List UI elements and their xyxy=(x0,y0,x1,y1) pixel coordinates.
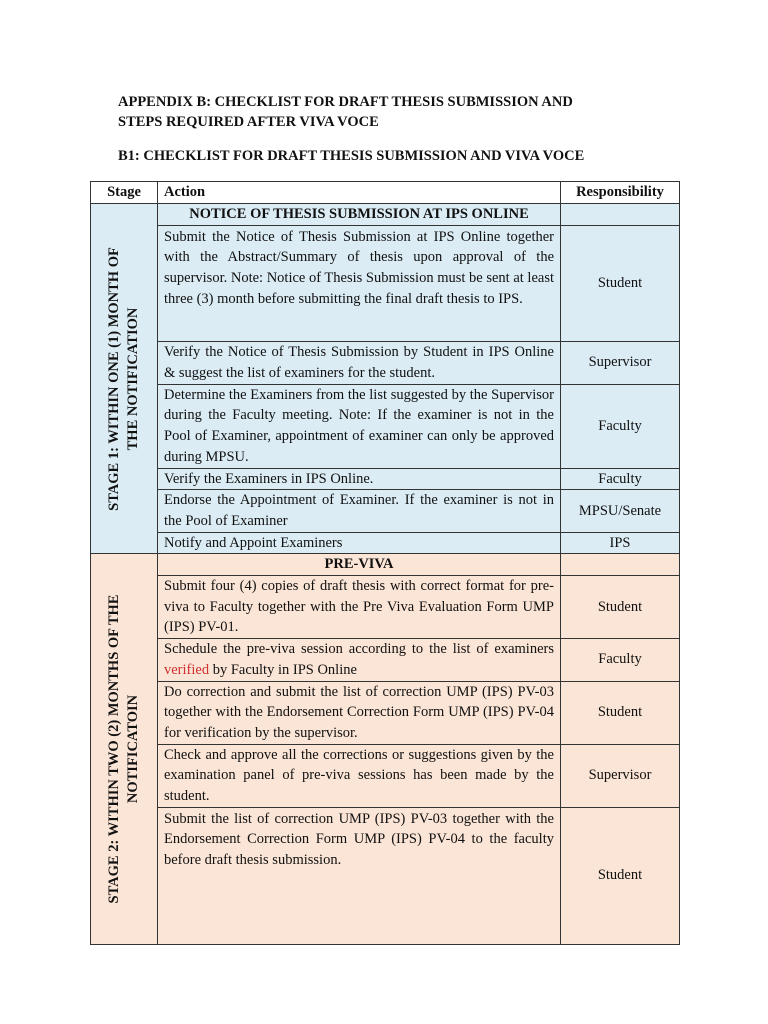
stage1-label-line1: STAGE 1: WITHIN ONE (1) MONTH OF xyxy=(106,246,122,511)
table-header-row xyxy=(91,182,680,204)
action-column-header: Action xyxy=(158,182,561,204)
responsibility-cell: Student xyxy=(561,681,680,744)
table-row xyxy=(91,384,680,468)
action-cell: Submit four (4) copies of draft thesis with correct format for pre-viva to Faculty together with the Pre Viva Evaluation Form UMP (IPS) PV-01. xyxy=(158,576,561,639)
responsibility-cell: Supervisor xyxy=(561,744,680,807)
responsibility-cell: Faculty xyxy=(561,384,680,468)
responsibility-cell: Supervisor xyxy=(561,341,680,384)
stage1-label-cell xyxy=(91,204,158,554)
stage2-label xyxy=(105,554,143,944)
stage1-section-row xyxy=(91,204,680,226)
appendix-title xyxy=(118,92,678,132)
action-cell: Determine the Examiners from the list suggested by the Supervisor during the Faculty meeting. Note: If the examiner is not in the Pool of Examiner, appointment of examiner can only be approved during MPSU. xyxy=(158,384,561,468)
responsibility-cell: Student xyxy=(561,807,680,944)
checklist-table xyxy=(90,181,680,945)
responsibility-cell: Faculty xyxy=(561,639,680,681)
action-cell: Endorse the Appointment of Examiner. If the examiner is not in the Pool of Examiner xyxy=(158,490,561,532)
table-row xyxy=(91,639,680,681)
stage1-label xyxy=(105,214,143,544)
appendix-title-line2: STEPS REQUIRED AFTER VIVA VOCE xyxy=(118,114,379,130)
responsibility-cell: Student xyxy=(561,576,680,639)
table-row xyxy=(91,807,680,944)
table-row xyxy=(91,744,680,807)
action-cell: Do correction and submit the list of correction UMP (IPS) PV-03 together with the Endorsement Correction Form UMP (IPS) PV-04 for verification by the supervisor. xyxy=(158,681,561,744)
appendix-title-line1: APPENDIX B: CHECKLIST FOR DRAFT THESIS SUBMISSION AND xyxy=(118,94,573,110)
action-cell: Check and approve all the corrections or suggestions given by the examination panel of pre-viva sessions has been made by the student. xyxy=(158,744,561,807)
action-cell: Verify the Examiners in IPS Online. xyxy=(158,468,561,490)
stage2-label-line1: STAGE 2: WITHIN TWO (2) MONTHS OF THE xyxy=(106,594,122,904)
stage1-section-title: NOTICE OF THESIS SUBMISSION AT IPS ONLINE xyxy=(158,204,561,226)
stage2-label-line2: NOTIFICATOIN xyxy=(125,694,141,804)
stage2-section-row xyxy=(91,554,680,576)
verified-highlight: verified xyxy=(164,661,210,678)
responsibility-cell: IPS xyxy=(561,532,680,554)
stage2-section-title: PRE-VIVA xyxy=(158,554,561,576)
stage2-label-cell xyxy=(91,554,158,944)
table-row xyxy=(91,225,680,341)
responsibility-column-header: Responsibility xyxy=(561,182,680,204)
section-title: B1: CHECKLIST FOR DRAFT THESIS SUBMISSION AND VIVA VOCE xyxy=(118,148,585,164)
stage1-section-blank xyxy=(561,204,680,226)
table-row xyxy=(91,532,680,554)
responsibility-cell: MPSU/Senate xyxy=(561,490,680,532)
action-cell xyxy=(158,639,561,681)
responsibility-cell: Faculty xyxy=(561,468,680,490)
table-row xyxy=(91,576,680,639)
table-row xyxy=(91,490,680,532)
responsibility-cell: Student xyxy=(561,225,680,341)
action-cell: Submit the Notice of Thesis Submission at IPS Online together with the Abstract/Summary of thesis upon approval of the supervisor. Note: Notice of Thesis Submission must be sent at least three (3) month before submitting the final draft thesis to IPS. xyxy=(158,225,561,341)
action-text: by Faculty in IPS Online xyxy=(209,661,357,678)
action-cell: Notify and Appoint Examiners xyxy=(158,532,561,554)
stage-column-header: Stage xyxy=(91,182,158,204)
stage1-label-line2: THE NOTIFICATION xyxy=(125,307,141,451)
stage2-section-blank xyxy=(561,554,680,576)
table-row xyxy=(91,468,680,490)
action-cell: Submit the list of correction UMP (IPS) PV-03 together with the Endorsement Correction Form UMP (IPS) PV-04 to the faculty before draft thesis submission. xyxy=(158,807,561,944)
table-row xyxy=(91,341,680,384)
action-cell: Verify the Notice of Thesis Submission by Student in IPS Online & suggest the list of examiners for the student. xyxy=(158,341,561,384)
table-row xyxy=(91,681,680,744)
action-text: Schedule the pre-viva session according to the list of examiners xyxy=(164,641,554,658)
